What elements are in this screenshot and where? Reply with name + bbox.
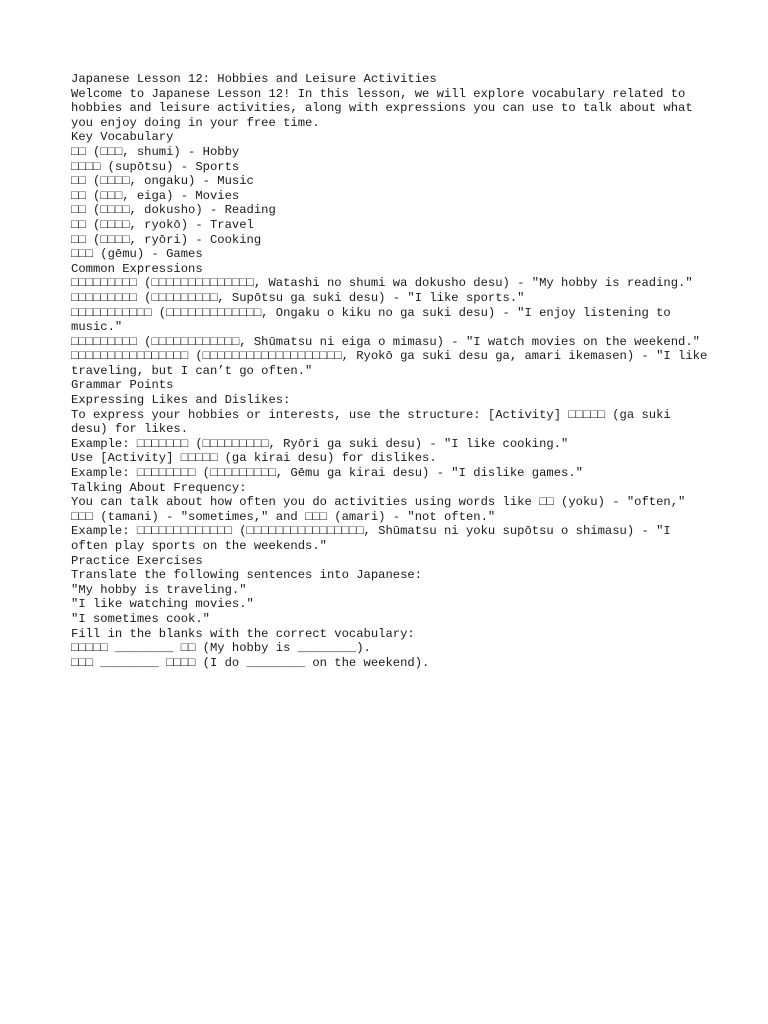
grammar-line: To express your hobbies or interests, use the structure: [Activity] □□□□□ (ga suki desu) for likes. [71, 407, 679, 437]
grammar-example: Example: □□□□□□□ (□□□□□□□□□, Ryōri ga suki desu) - "I like cooking." [71, 436, 569, 451]
vocab-item: □□ (□□□, eiga) - Movies [71, 188, 240, 203]
likes-subheading: Expressing Likes and Dislikes: [71, 393, 291, 408]
grammar-heading: Grammar Points [71, 378, 174, 393]
fill-item: □□□ ________ □□□□ (I do ________ on the weekend). [71, 655, 430, 670]
translate-item: "I sometimes cook." [71, 611, 210, 626]
intro-paragraph: Welcome to Japanese Lesson 12! In this lesson, we will explore vocabulary related to hobbies and leisure activities, along with expressions you can use to talk about what you enjoy doing in your free time. [71, 86, 700, 130]
translate-item: "My hobby is traveling." [71, 582, 247, 597]
translate-prompt: Translate the following sentences into Japanese: [71, 568, 423, 583]
fill-prompt: Fill in the blanks with the correct vocabulary: [71, 626, 415, 641]
vocab-item: □□ (□□□□, ongaku) - Music [71, 174, 254, 189]
vocab-item: □□ (□□□□, ryōri) - Cooking [71, 232, 262, 247]
translate-item: "I like watching movies." [71, 597, 254, 612]
vocab-item: □□ (□□□□, dokusho) - Reading [71, 203, 276, 218]
vocab-heading: Key Vocabulary [71, 130, 174, 145]
document-page [71, 72, 715, 670]
vocab-item: □□□□ (supōtsu) - Sports [71, 159, 240, 174]
expression-item: □□□□□□□□□□□□□□□□ (□□□□□□□□□□□□□□□□□□□, Ryokō ga suki desu ga, amari ikemasen) - "I like traveling, but I can’t go often." [71, 349, 715, 378]
expression-item: □□□□□□□□□ (□□□□□□□□□□□□□□, Watashi no shumi wa dokusho desu) - "My hobby is reading." [71, 276, 693, 291]
vocab-item: □□ (□□□□, ryokō) - Travel [71, 217, 254, 232]
expression-item: □□□□□□□□□□□ (□□□□□□□□□□□□□, Ongaku o kiku no ga suki desu) - "I enjoy listening to music." [71, 305, 679, 335]
expression-item: □□□□□□□□□ (□□□□□□□□□□□□, Shūmatsu ni eiga o mimasu) - "I watch movies on the weekend." [71, 334, 700, 349]
grammar-line: Use [Activity] □□□□□ (ga kirai desu) for dislikes. [71, 451, 437, 466]
vocab-item: □□□ (gēmu) - Games [71, 247, 203, 262]
frequency-subheading: Talking About Frequency: [71, 480, 247, 495]
vocab-item: □□ (□□□, shumi) - Hobby [71, 144, 240, 159]
document-title: Japanese Lesson 12: Hobbies and Leisure Activities [71, 72, 437, 86]
grammar-line: You can talk about how often you do activities using words like □□ (yoku) - "often," □□□ (tamani) - "sometimes," and □□□ (amari) - "not often." [71, 495, 693, 524]
grammar-example: Example: □□□□□□□□ (□□□□□□□□□, Gēmu ga kirai desu) - "I dislike games." [71, 466, 583, 481]
practice-heading: Practice Exercises [71, 553, 203, 568]
expression-item: □□□□□□□□□ (□□□□□□□□□, Supōtsu ga suki desu) - "I like sports." [71, 290, 525, 305]
grammar-example: Example: □□□□□□□□□□□□□ (□□□□□□□□□□□□□□□□, Shūmatsu ni yoku supōtsu o shimasu) - "I often play sports on the weekends." [71, 524, 679, 553]
fill-item: □□□□□ ________ □□ (My hobby is ________). [71, 641, 371, 656]
expressions-heading: Common Expressions [71, 261, 203, 276]
